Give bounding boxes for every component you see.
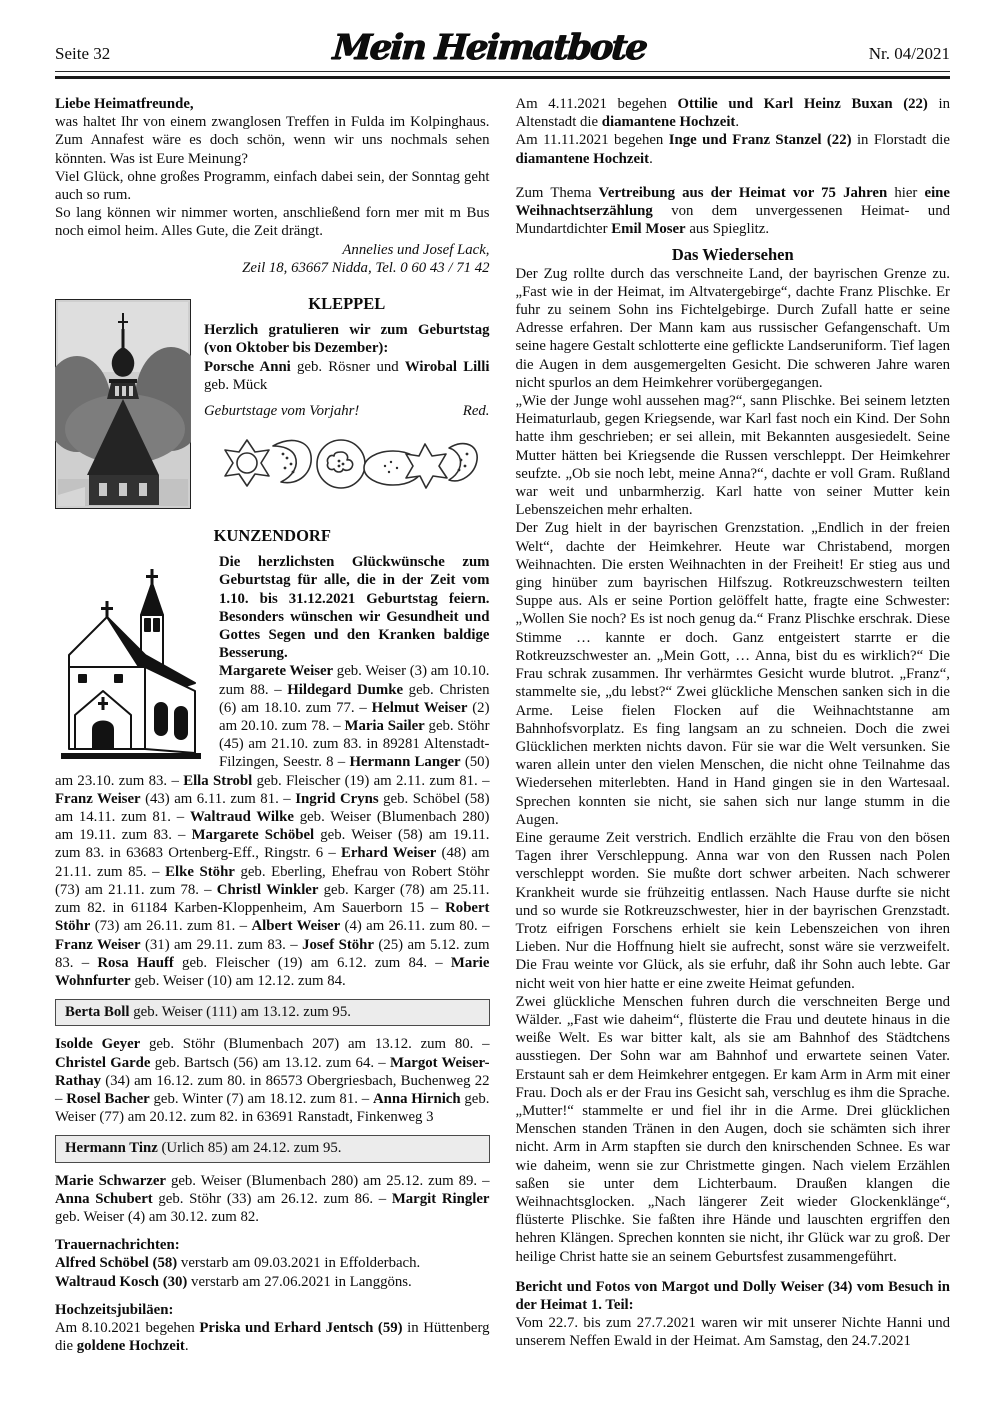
intro-paragraph: was haltet Ihr von einem zwanglosen Treffen in Fulda im Kolpinghaus. Zum Annafest wäre es doch schön, wenn wir uns nochmals sehen könnten. Was ist Eure Meinung? [55, 114, 490, 167]
kleppel-heading: KLEPPEL [308, 294, 386, 314]
wedding-paragraph: Am 11.11.2021 begehen Inge und Franz Stanzel (22) in Florstadt die diamantene Hochzeit. [515, 132, 950, 167]
birthday-list: Isolde Geyer geb. Stöhr (Blumenbach 207) am 13.12. zum 80. – Christel Garde geb. Bartsch (56) am 13.12. zum 64. – Margot Weiser-Rathay (34) am 16.12. zum 80. in 86573 Obergriesbach, Buchenweg 22 – Rosel Bacher geb. Winter (7) am 18.12. zum 81. – Anna Hirnich geb. Weiser (77) am 20.12. zum 82. in 63691 Ranstadt, Finkenweg 3 [55, 1036, 490, 1126]
page-header [55, 27, 950, 72]
obituary-line: Alfred Schöbel (58) verstarb am 09.03.2021 in Effolderbach. [55, 1255, 421, 1272]
birthday-list: Marie Schwarzer geb. Weiser (Blumenbach 280) am 25.12. zum 89. – Anna Schubert geb. Stöhr (33) am 26.12. zum 86. – Margit Ringler geb. Weiser (4) am 30.12. zum 82. [55, 1172, 490, 1225]
masthead-logo: Mein Heimatbote [331, 27, 648, 68]
wedding-jubilees-heading: Hochzeitsjubiläen: [55, 1301, 174, 1318]
wedding-paragraph: Am 4.11.2021 begehen Ottilie und Karl Heinz Buxan (22) in Altenstadt die diamantene Hochzeit. [515, 96, 950, 131]
greeting-heading: Liebe Heimatfreunde, [55, 96, 194, 112]
church-drawing [55, 555, 207, 763]
kleppel-note [204, 402, 490, 420]
story-paragraph: Zwei glückliche Menschen fuhren durch die verschneiten Berge und Wälder. „Fast wie daheim“, flüsterte die Frau und deutete hinaus in die weiße Welt. Es war bitter kalt, als sie am Bahnhof des Städtchens ausstiegen. Der Sohn war am Bahnhof und erwartete seinen Vater. Erstaunt sah er dem Heimkehrer entgegen. Er kam Arm in Arm mit einer Frau. Doch als er der Frau ins Gesicht sah, verschlug es ihm die Sprache. „Mutter!“ stammelte er und fiel ihr in die Arme. Drei glücklichen Menschen standen Tränen in den Augen, doch sie schämten sich ihrer nicht. Arm in Arm stapften sie durch den knirschenden Schnee. Es war wie daheim, wenn sie zur Christmette gingen. Nach vielem Erzählen saßen sie unter dem Lichterbaum. Draußen klangen die Weihnachtsglocken. „Nach längerer Zeit wieder Glockenklänge“, flüsterte Plischke. Sie faßten ihre Hände und lauschten ergriffen den hehren Klängen. Sprechen konnten sie nicht, ihr Glück war zu groß. Der heilige Christ hatte sie an seinem Geburtsfest zusammengeführt. [515, 993, 950, 1265]
vorjahr-note: Geburtstage vom Vorjahr! [204, 403, 360, 420]
theme-paragraph: Zum Thema Vertreibung aus der Heimat vor 75 Jahren hier eine Weihnachtserzählung von dem unvergessenen Heimat- und Mundartdichter Emil Moser aus Spieglitz. [515, 184, 950, 238]
right-column [516, 95, 951, 1355]
report-heading: Bericht und Fotos von Margot und Dolly Weiser (34) vom Besuch in der Heimat 1. Teil: [515, 1278, 950, 1313]
obituary-line: Waltraud Kosch (30) verstarb am 27.06.2021 in Langgöns. [55, 1273, 412, 1290]
signature-line: Annelies und Josef Lack, [342, 241, 490, 258]
birthday-list: Margarete Weiser geb. Weiser (3) am 10.10. zum 88. – Hildegard Dumke geb. Christen (6) am 18.10. zum 77. – Helmut Weiser (2) am 20.10. zum 78. – Maria Sailer geb. Stöhr (45) am 21.10. zum 83. in 89281 Altenstadt-Filzingen, Seestr. 8 – Hermann Langer (50) am 23.10. zum 83. – Ella Strobl geb. Fleischer (19) am 2.11. zum 81. – Franz Weiser (43) am 6.11. zum 81. – Ingrid Cryns geb. Schöbel (58) am 14.11. zum 81. – Waltraud Wilke geb. Weiser (Blumenbach 280) am 19.11. zum 83. – Margarete Schöbel geb. Weiser (58) am 19.11. zum 83. in 63683 Ortenberg-Eff., Ringstr. 6 – Erhard Weiser (48) am 21.11. zum 85. – Elke Stöhr geb. Eberling, Ehefrau von Robert Stöhr (73) am 21.11. zum 78. – Christl Winkler geb. Karger (78) am 25.11. zum 82. in 61184 Karben-Kloppenheim, Am Sauerborn 15 – Robert Stöhr (73) am 26.11. zum 81. – Albert Weiser (4) am 26.11. zum 80. – Franz Weiser (31) am 29.11. zum 83. – Josef Stöhr (25) am 5.12. zum 83. – Rosa Hauff geb. Fleischer (19) am 6.12. zum 84. – Marie Wohnfurter geb. Weiser (10) am 12.12. zum 84. [55, 663, 490, 989]
birthday-highlight-box [55, 999, 490, 1026]
birthday-highlight: Hermann Tinz (Urlich 85) am 24.12. zum 95. [65, 1140, 342, 1157]
kunzendorf-section [55, 527, 490, 1226]
intro-paragraph: Viel Glück, ohne großes Programm, einfach dabei sein, der Sonntag geht auch so rum. [55, 168, 490, 204]
report-paragraph: Vom 22.7. bis zum 27.7.2021 waren wir mit unserer Nichte Hanni und unserem Neffen Ewald in der Heimat. Am Samstag, den 24.7.2021 [515, 1315, 950, 1350]
kleppel-section [55, 295, 490, 511]
story-paragraph: Eine geraume Zeit verstrich. Endlich erzählte die Frau von den bösen Tagen ihrer Verschleppung. Anna war von den Russen nach Polen verschleppt worden. Sie mußte dort schwer arbeiten. Nach schwerer Krankheit wurde sie frühzeitig entlassen. Nach Hause durfte sie nicht und so wurde sie Rotkreuzschwester, hier in der bayrischen Grenzstadt. Trotz eifrigen Forschens erhielt sie kein Lebenszeichen von ihren Lieben. Nur die Hoffnung hielt sie aufrecht, sonst wäre sie verzweifelt. Die Frau weinte vor Glück, als sie erfuhr, daß ihr Sohn auch lebte. Gar nicht weit von hier hatte er eine zweite Heimat gefunden. [515, 829, 950, 992]
story-paragraph: Der Zug rollte durch das verschneite Land, der bayrischen Grenze zu. „Fast wie in der Heimat, im Altvatergebirge“, dachte Franz Plischke. Er fuhr zu seinem Sohn ins Fichtelgebirge. Durch Zufall hatte er seine Adresse erfahren. Der Mann kam aus russischer Gefangenschaft. Um seine hagere Gestalt schlotterte eine geflickte Landseruniform. Tief lagen die Augen in dem ausgemergelten Gesicht. Die schweren Jahre waren nicht spurlos an dem Heimkehrer vorübergegangen. [515, 265, 950, 391]
redaktion-abbrev: Red. [462, 403, 490, 420]
birthday-highlight-box [55, 1135, 490, 1162]
left-column [55, 95, 490, 1355]
kunzendorf-heading: KUNZENDORF [213, 526, 331, 546]
signature-address: Zeil 18, 63667 Nidda, Tel. 0 60 43 / 71 42 [242, 259, 490, 276]
wedding-jubilee-paragraph: Am 8.10.2021 begehen Priska und Erhard Jentsch (59) in Hüttenberg die goldene Hochzeit. [55, 1319, 490, 1355]
kleppel-congrats: Herzlich gratulieren wir zum Geburtstag (von Oktober bis Dezember): [204, 322, 490, 357]
story-paragraph: Der Zug hielt in der bayrischen Grenzstation. „Endlich in der freien Welt“, dachte der Heimkehrer. Heute war Christabend, morgen Weihnachten. Die ersten Weihnachten in der Freiheit! Er stieg aus und ging hinüber zum bayrischen Hilfszug. Rotkreuzschwestern teilten Suppe aus. Als er seine Portion gelöffelt hatte, fragte eine Schwester: „Wollen Sie noch? Es ist noch genug da.“ Franz Plischke erschrak. Diese Stimme … kannte er doch. Ganz entgeistert starrte er die Rotkreuzschwester an. „Mein Gott, … Anna, bist du es wirklich?“ Die Frau schrak zusammen. Ihr verhärmtes Gesicht wurde blutrot. „Franz“, stammelte sie, „du lebst?“ Zwei glückliche Menschen sanken sich in die Arme. Leise fielen Flocken auf die Weihnachtstanne am Bahnhofsvorplatz. Es fing langsam an zu schneien. Doch die zwei Glücklichen merkten nichts davon. Für sie war die Welt versunken. Sie waren allein unter den vielen Menschen, die nicht ohne Teilnahme das Wiedersehen miterlebten. Hand in Hand gingen sie in den Wartesaal. Sprechen konnten sie nicht, sie sahen sich nur lange stumm in die Augen. [515, 520, 950, 828]
intro-paragraph: So lang können wir nimmer worten, anschließend forn mer mit m Bus noch eimol heim. Alles Gute, die Zeit drängt. [55, 205, 490, 240]
kunzendorf-intro: Die herzlichsten Glückwünsche zum Geburtstag für alle, die in der Zeit vom 1.10. bis 31.12.2021 Geburtstag feiern. Besonders wünschen wir Gesundheit und Gottes Segen und den Kranken baldige Besserung. [219, 554, 490, 662]
page-number: Seite 32 [55, 44, 111, 63]
kleppel-names: Porsche Anni geb. Rösner und Wirobal Lilli geb. Mück [204, 358, 490, 393]
cookies-drawing [213, 428, 481, 500]
header-rule [55, 76, 950, 79]
birthday-highlight: Berta Boll geb. Weiser (111) am 13.12. zum 95. [65, 1004, 351, 1021]
issue-number: Nr. 04/2021 [868, 44, 950, 63]
story-title: Das Wiedersehen [671, 245, 794, 265]
bell-tower-photo [55, 299, 191, 509]
story-paragraph: „Wie der Junge wohl aussehen mag?“, sann Plischke. Bei seinem letzten Heimaturlaub, gegen Kriegsende, war Karl fast noch ein Kind. Der Sohn hatte ihm geschrieben; er sei allein, mit Bekannten ausgesiedelt. Seine Mutter hätten bei Kriegsende die Russen verschleppt. Der Heimkehrer seufzte. „Ob sie noch lebt, meine Anna?“, dachte er voll Gram. Rußland war weit und unbarmherzig. Karl hatte von seiner Mutter kein Lebenszeichen mehr erhalten. [515, 393, 950, 519]
obituaries-heading: Trauernachrichten: [55, 1237, 180, 1254]
